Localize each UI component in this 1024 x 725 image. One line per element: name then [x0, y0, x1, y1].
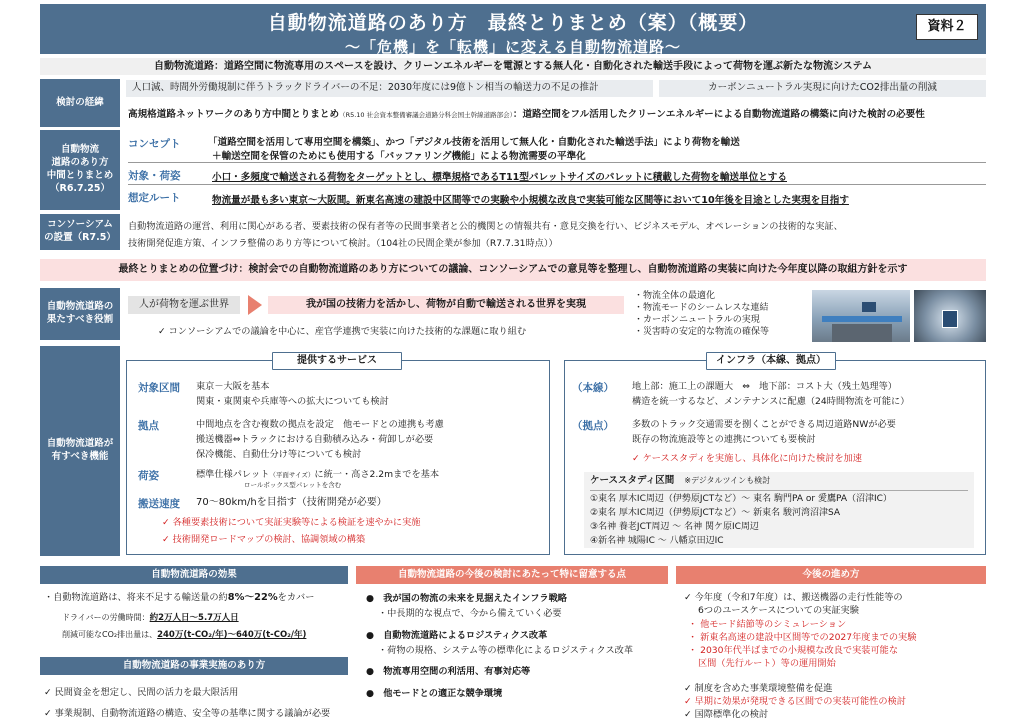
implementation-title: 自動物流道路の事業実施のあり方	[40, 657, 348, 675]
consideration-1-detail: ・中長期的な視点で、今から備えていく必要	[378, 608, 562, 619]
case-item: ③名神 養老JCT周辺 ～ 名神 関ケ原IC周辺	[590, 522, 759, 532]
next-line-2: ・ 他モード結節等のシミュレーション	[688, 619, 847, 630]
role-to: 我が国の技術力を活かし、荷物が自動で輸送される世界を実現	[268, 296, 624, 314]
implementation-line-2: ✓ 事業規制、自動物流道路の構造、安全等の基準に関する議論が必要	[44, 708, 331, 719]
page-header	[40, 4, 986, 54]
next-line-4: ・ 2030年代半ばまでの小規模な改良で実装可能な	[688, 645, 899, 656]
service-todo-2: ✓ 技術開発ロードマップの検討、協調領域の構築	[162, 534, 366, 545]
hub-line-1: 中間地点を含む複数の拠点を設定 他モードとの連携も考慮	[196, 419, 444, 430]
background-label: 検討の経緯	[40, 79, 120, 127]
definition-bar: 自動物流道路：道路空間に物流専用のスペースを設け、クリーンエネルギーを電源とする無人化・自動化された輸送手段によって荷物を運ぶ新たな物流システム	[40, 58, 986, 75]
concept-line-2: ＋輸送空間を保管のためにも使用する「バッファリング機能」による物流需要の平準化	[212, 151, 586, 162]
consortium-line-1: 自動物流道路の運営、利用に関心がある者、要素技術の保有者等の民間事業者と公的機関との情報共有・意見交換を行い、ビジネスモデル、オペレーションの技術的な実証、	[128, 221, 843, 232]
infra-todo: ✓ ケーススタディを実施し、具体化に向けた検討を加速	[632, 453, 862, 464]
concept-line-1: 「道路空間を活用して専用空間を構築」、かつ「デジタル技術を活用して無人化・自動化された輸送手法」により荷物を輸送	[208, 137, 740, 148]
case-item: ①東名 厚木IC周辺（伊勢原JCTなど）～ 東名 駒門PA or 愛鷹PA（沼津IC）	[590, 494, 892, 504]
case-study-panel	[584, 472, 974, 548]
effects-title: 自動物流道路の効果	[40, 566, 348, 584]
speed-text: 70～80km/hを目指す（技術開発が必要）	[196, 497, 387, 508]
divider	[128, 184, 986, 185]
role-point: ・災害時の安定的な物流の確保等	[634, 327, 770, 337]
area-label: 対象区間	[138, 382, 180, 394]
consideration-1: ● 我が国の物流の未来を見据えたインフラ戦略	[366, 593, 567, 604]
role-points	[634, 290, 769, 338]
infra-title: インフラ（本線、拠点）	[706, 352, 836, 370]
case-study-header: ケーススタディ区間 ※デジタルツインも検討	[590, 475, 771, 486]
consideration-3: ● 物流専用空間の利活用、有事対応等	[366, 666, 531, 677]
next-steps-title: 今後の進め方	[676, 566, 986, 584]
main-label: （本線）	[572, 382, 614, 394]
arrow-right-icon	[248, 295, 262, 315]
role-from: 人が荷物を運ぶ世界	[128, 296, 240, 314]
next-line-1b: 6つのユースケースについての実証実験	[698, 605, 859, 616]
background-item-3: 高規格道路ネットワークのあり方中間とりまとめ（R5.10 社会資本整備審議会道路分科会国土幹線道路部会）：道路空間をフル活用したクリーンエネルギーによる自動物流道路の構築に向けた検討の必要性	[128, 109, 925, 120]
role-point: ・物流全体の最適化	[634, 291, 716, 301]
target-label: 対象・荷姿	[128, 170, 181, 182]
background-item-2: カーボンニュートラル実現に向けたCO2排出量の削減	[659, 80, 986, 97]
interim-label: 自動物流 道路のあり方 中間とりまとめ （R6.7.25）	[40, 130, 120, 210]
main-line-1: 地上部：施工上の課題大 ⇔ 地下部：コスト大（残土処理等）	[632, 381, 897, 392]
considerations-title: 自動物流道路の今後の検討にあたって特に留意する点	[356, 566, 668, 584]
service-todo-1: ✓ 各種要素技術について実証実験等による検証を速やかに実施	[162, 517, 421, 528]
document-badge: 資料２	[916, 14, 978, 40]
next-line-7: ✓ 国際標準化の検討	[684, 709, 769, 720]
role-point: ・カーボンニュートラルの実現	[634, 315, 760, 325]
role-note: ✓ コンソーシアムでの議論を中心に、産官学連携で実装に向けた技術的な課題に取り組む	[158, 326, 527, 337]
base-line-1: 多数のトラック交通需要を捌くことができる周辺道路NWが必要	[632, 419, 896, 430]
next-line-1: ✓ 今年度（令和7年度）は、搬送機器の走行性能等の	[684, 592, 903, 603]
service-title: 提供するサービス	[272, 352, 402, 370]
consortium-label: コンソーシアム の設置（R7.5）	[40, 214, 120, 250]
next-line-3: ・ 新東名高速の建設中区間等での2027年度までの実験	[688, 632, 917, 643]
next-line-4b: 区間（先行ルート）等の運用開始	[698, 658, 836, 669]
page-title: 自動物流道路のあり方 最終とりまとめ（案）（概要）	[267, 12, 759, 34]
case-item: ④新名神 城陽IC ～ 八幡京田辺IC	[590, 536, 724, 546]
consideration-2-detail: ・荷物の規格、システム等の標準化によるロジスティクス改革	[378, 645, 634, 656]
implementation-line-1: ✓ 民間資金を想定し、民間の活力を最大限活用	[44, 687, 239, 698]
case-item: ②東名 厚木IC周辺（伊勢原JCTなど）～ 新東名 駿河湾沼津SA	[590, 508, 841, 518]
page-subtitle: ～「危機」を「転機」に変える自動物流道路～	[344, 38, 681, 56]
case-list	[590, 492, 968, 548]
functions-label: 自動物流道路が 有すべき機能	[40, 346, 120, 556]
tunnel-illustration	[914, 290, 986, 342]
route-text: 物流量が最も多い東京～大阪間。新東名高速の建設中区間等での実験や小規模な改良で実装可能な区間等において10年後を目途とした実現を目指す	[212, 195, 849, 206]
hub-line-2: 搬送機器⇔トラックにおける自動積み込み・荷卸しが必要	[196, 434, 434, 445]
background-item-1: 人口減、時間外労働規制に伴うトラックドライバーの不足：2030年度には9億トン相当の輸送力の不足の推計	[126, 80, 653, 97]
hub-line-3: 保冷機能、自動仕分け等についても検討	[196, 449, 362, 460]
divider	[128, 162, 986, 163]
hub-label: 拠点	[138, 420, 159, 432]
main-line-2: 構造を統一するなど、メンテナンスに配慮（24時間物流を可能に）	[632, 396, 910, 407]
area-line-2: 関東・東関東や兵庫等への拡大についても検討	[196, 396, 389, 407]
cargo-line-1: 標準仕様パレット（平面サイズ）に統一・高さ2.2mまでを基本	[196, 469, 440, 480]
cargo-label: 荷姿	[138, 470, 159, 482]
role-label: 自動物流道路の 果たすべき役割	[40, 288, 120, 340]
next-line-6: ✓ 早期に効果が発現できる区間での実装可能性の検討	[684, 696, 906, 707]
speed-label: 搬送速度	[138, 498, 180, 510]
consideration-4: ● 他モードとの適正な競争環境	[366, 688, 503, 699]
consortium-line-2: 技術開発促進方策、インフラ整備のあり方等について検討。（104社の民間企業が参加（R7.7.31時点））	[128, 238, 558, 249]
route-label: 想定ルート	[128, 192, 181, 204]
area-line-1: 東京－大阪を基本	[196, 381, 270, 392]
base-line-2: 既存の物流施設等との連携についても要検討	[632, 434, 816, 445]
next-line-5: ✓ 制度を含めた事業環境整備を促進	[684, 683, 833, 694]
highway-illustration	[812, 290, 910, 342]
effects-line-1: ・自動物流道路は、将来不足する輸送量の約8%～22%をカバー	[44, 592, 315, 603]
effects-line-3: 削減可能なCO₂排出量は、240万(t-CO₂/年)～640万(t-CO₂/年)	[62, 630, 307, 640]
target-text: 小口・多頻度で輸送される荷物をターゲットとし、標準規格であるT11型パレットサイズのパレットに積載した荷物を輸送単位とする	[212, 172, 787, 183]
role-point: ・物流モードのシームレスな連結	[634, 303, 769, 313]
effects-line-2: ドライバーの労働時間：約2万人日～5.7万人日	[62, 613, 239, 623]
base-label: （拠点）	[572, 420, 614, 432]
cargo-line-2: ロールボックス型パレットを含む	[244, 481, 342, 489]
consideration-2: ● 自動物流道路によるロジスティクス改革	[366, 630, 548, 641]
concept-label: コンセプト	[128, 138, 181, 150]
positioning-bar: 最終とりまとめの位置づけ：検討会での自動物流道路のあり方についての議論、コンソーシアムでの意見等を整理し、自動物流道路の実装に向けた今年度以降の取組方針を示す	[40, 259, 986, 281]
